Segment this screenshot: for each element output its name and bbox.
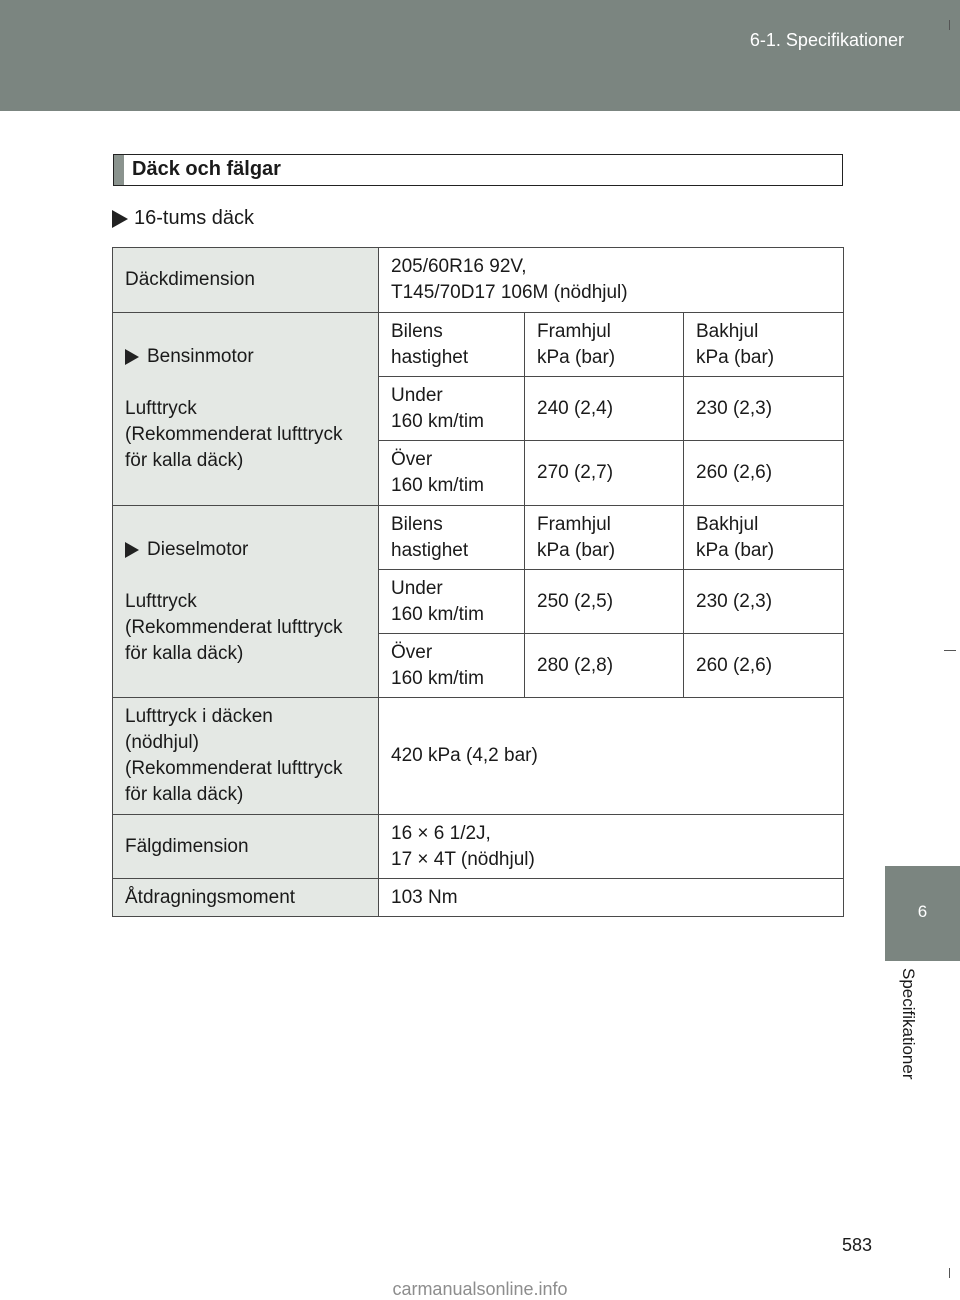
spare-pressure-label: Lufttryck i däcken (nödhjul) (Rekommenderat lufttryck för kalla däck) [113, 698, 379, 815]
table-row [113, 506, 844, 570]
table-row [113, 248, 844, 313]
table-row [113, 879, 844, 917]
diesel-rear-over: 260 (2,6) [684, 634, 844, 698]
diesel-rear-header: Bakhjul kPa (bar) [684, 506, 844, 570]
crop-mark [949, 1268, 950, 1278]
table-row [113, 815, 844, 879]
triangle-bullet-icon [112, 210, 128, 228]
section-heading [113, 154, 843, 186]
petrol-label-cell [113, 313, 379, 506]
diesel-speed-under: Under 160 km/tim [379, 570, 525, 634]
page-number: 583 [841, 1235, 872, 1255]
diesel-label-cell [113, 506, 379, 698]
diesel-speed-header: Bilens hastighet [379, 506, 525, 570]
tire-spec-table [112, 247, 844, 917]
petrol-rear-header: Bakhjul kPa (bar) [684, 313, 844, 377]
subheading [112, 207, 254, 230]
petrol-engine-heading [125, 344, 366, 370]
wheel-size-value: 16 × 6 1/2J, 17 × 4T (nödhjul) [379, 815, 844, 879]
chapter-title: 6-1. Specifikationer [749, 30, 904, 50]
torque-value: 103 Nm [379, 879, 844, 917]
petrol-speed-header: Bilens hastighet [379, 313, 525, 377]
wheel-size-label: Fälgdimension [113, 815, 379, 879]
petrol-engine-label: Bensinmotor [147, 346, 254, 367]
chapter-tab [885, 866, 960, 961]
petrol-front-under: 240 (2,4) [525, 377, 684, 441]
chapter-number: 6 [917, 902, 928, 921]
chapter-side-label: Specifikationer [899, 968, 918, 1080]
diesel-rear-under: 230 (2,3) [684, 570, 844, 634]
petrol-rear-under: 230 (2,3) [684, 377, 844, 441]
header-band [0, 0, 960, 111]
petrol-speed-over: Över 160 km/tim [379, 441, 525, 506]
diesel-front-header: Framhjul kPa (bar) [525, 506, 684, 570]
tire-size-value: 205/60R16 92V, T145/70D17 106M (nödhjul) [379, 248, 844, 313]
petrol-rear-over: 260 (2,6) [684, 441, 844, 506]
triangle-bullet-icon [125, 349, 139, 365]
petrol-speed-under: Under 160 km/tim [379, 377, 525, 441]
crop-mark [944, 650, 956, 651]
tire-size-label: Däckdimension [113, 248, 379, 313]
table-row [113, 698, 844, 815]
torque-label: Åtdragningsmoment [113, 879, 379, 917]
section-accent [114, 155, 124, 185]
crop-mark [949, 20, 950, 30]
petrol-front-header: Framhjul kPa (bar) [525, 313, 684, 377]
diesel-front-under: 250 (2,5) [525, 570, 684, 634]
spare-pressure-value: 420 kPa (4,2 bar) [379, 698, 844, 815]
diesel-engine-heading [125, 537, 366, 563]
petrol-pressure-label: Lufttryck (Rekommenderat lufttryck för kalla däck) [125, 398, 343, 471]
diesel-front-over: 280 (2,8) [525, 634, 684, 698]
triangle-bullet-icon [125, 542, 139, 558]
table-row [113, 313, 844, 377]
subheading-text: 16-tums däck [134, 207, 255, 229]
diesel-pressure-label: Lufttryck (Rekommenderat lufttryck för kalla däck) [125, 590, 343, 664]
watermark: carmanualsonline.info [392, 1279, 568, 1299]
petrol-front-over: 270 (2,7) [525, 441, 684, 506]
diesel-speed-over: Över 160 km/tim [379, 634, 525, 698]
section-title: Däck och fälgar [132, 158, 281, 180]
diesel-engine-label: Dieselmotor [147, 538, 249, 560]
